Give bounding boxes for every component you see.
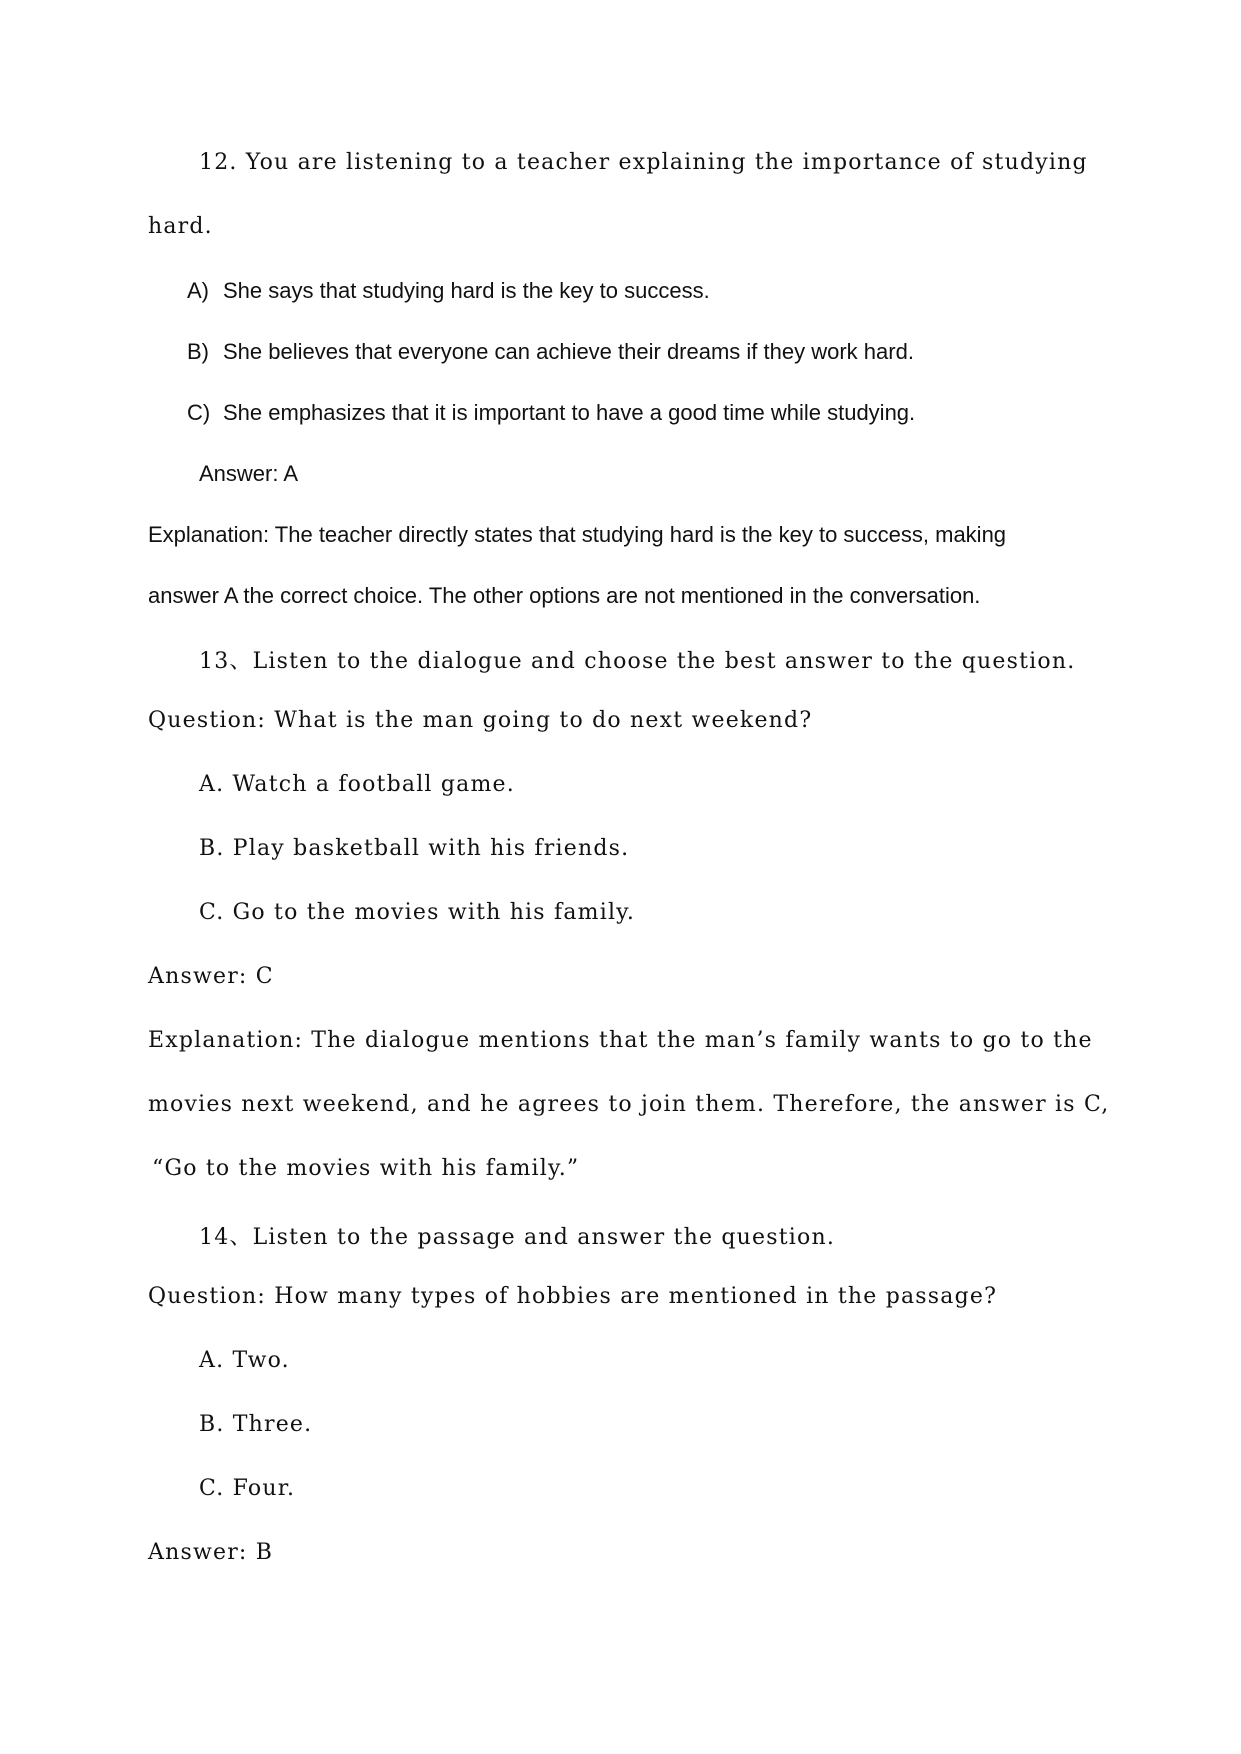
q14-stem: 14、Listen to the passage and answer the question. <box>199 1225 836 1250</box>
q13-option-c: C. Go to the movies with his family. <box>199 900 636 925</box>
q13-option-b: B. Play basketball with his friends. <box>199 836 630 861</box>
q13-stem: 13、Listen to the dialogue and choose the best answer to the question. <box>199 649 1076 674</box>
q14-option-b: B. Three. <box>199 1412 313 1437</box>
q12-option-a <box>187 278 710 304</box>
q12-stem-line2: hard. <box>148 214 213 239</box>
q14-option-c: C. Four. <box>199 1476 296 1501</box>
option-text: She believes that everyone can achieve their dreams if they work hard. <box>223 339 914 364</box>
q13-answer: Answer: C <box>148 964 274 989</box>
option-text: She says that studying hard is the key to success. <box>223 278 710 303</box>
q12-option-b <box>187 339 914 365</box>
option-text: She emphasizes that it is important to have a good time while studying. <box>223 400 916 425</box>
q12-explanation-line2: answer A the correct choice. The other options are not mentioned in the conversation. <box>148 583 981 608</box>
q12-stem-line1: 12. You are listening to a teacher explaining the importance of studying <box>199 150 1088 175</box>
q13-explanation-line2: movies next weekend, and he agrees to join them. Therefore, the answer is C, <box>148 1092 1110 1117</box>
q13-question: Question: What is the man going to do next weekend? <box>148 708 813 733</box>
q13-explanation-line3: “Go to the movies with his family.” <box>152 1156 580 1181</box>
q14-question: Question: How many types of hobbies are mentioned in the passage? <box>148 1284 998 1309</box>
option-letter: B) <box>187 339 209 364</box>
q13-explanation-line1: Explanation: The dialogue mentions that the man’s family wants to go to the <box>148 1028 1093 1053</box>
q12-option-c <box>187 400 915 426</box>
q13-option-a: A. Watch a football game. <box>199 772 515 797</box>
option-letter: A) <box>187 278 209 303</box>
q12-answer: Answer: A <box>199 461 299 486</box>
option-letter: C) <box>187 400 211 425</box>
q14-option-a: A. Two. <box>199 1348 290 1373</box>
q14-answer: Answer: B <box>148 1540 274 1565</box>
q12-explanation-line1: Explanation: The teacher directly states that studying hard is the key to success, making <box>148 522 1007 547</box>
